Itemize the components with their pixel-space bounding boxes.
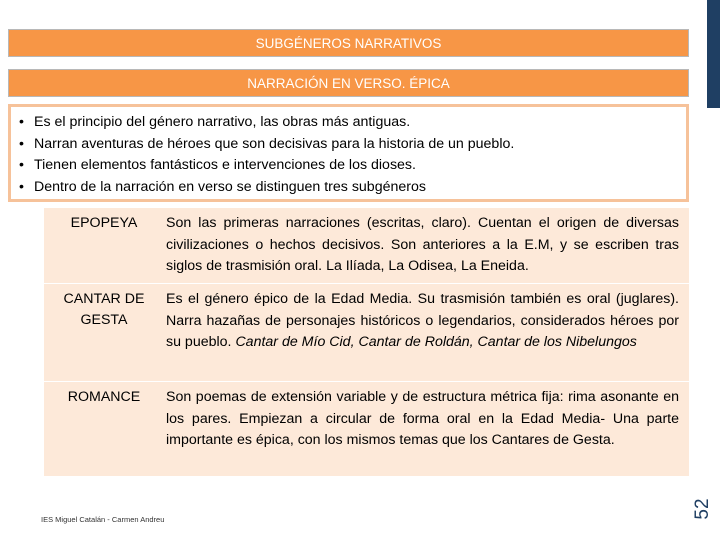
subgenre-name: EPOPEYA bbox=[70, 215, 138, 231]
bullet-dot-icon: • bbox=[19, 135, 24, 152]
section-title bbox=[8, 69, 689, 97]
table-row-cantar-de-gesta bbox=[44, 284, 689, 382]
footer-credit: IES Miguel Catalán - Carmen Andreu bbox=[41, 515, 165, 524]
table-row-epopeya bbox=[44, 208, 689, 284]
subgenre-description: Es el género épico de la Edad Media. Su trasmisión también es oral (juglares). Narra hazañas de personajes históricos o legendarios, considerados héroes por su pueblo. Cantar de Mío Cid, Cantar de Roldán, Cantar de los Nibelungos bbox=[166, 291, 679, 350]
subgenre-name: CANTAR DE GESTA bbox=[63, 291, 145, 328]
intro-bullet: • Narran aventuras de héroes que son decisivas para la historia de un pueblo. bbox=[19, 134, 676, 156]
section-title-text: NARRACIÓN EN VERSO. ÉPICA bbox=[247, 76, 450, 91]
bullet-dot-icon: • bbox=[19, 178, 24, 195]
bullet-dot-icon: • bbox=[19, 157, 24, 173]
intro-bullet-list bbox=[19, 112, 676, 198]
page-title bbox=[8, 29, 689, 57]
example-works: Cantar de Mío Cid, Cantar de Roldán, Cantar de los Nibelungos bbox=[235, 334, 637, 350]
page-title-text: SUBGÉNEROS NARRATIVOS bbox=[255, 36, 442, 51]
subgenre-description: Son poemas de extensión variable y de estructura métrica fija: rima asonante en los pares. Empiezan a circular de forma oral en la Edad Media- Una parte importante es épica, con los mismos temas que los Cantares de Gesta. bbox=[166, 389, 679, 448]
decorative-side-strip bbox=[707, 0, 720, 108]
intro-box bbox=[8, 104, 689, 202]
intro-bullet: • Es el principio del género narrativo, las obras más antiguas. bbox=[19, 112, 676, 134]
subgenre-name: ROMANCE bbox=[67, 389, 141, 405]
subgenre-description: Son las primeras narraciones (escritas, claro). Cuentan el origen de diversas civilizaciones o hechos decisivos. Son anteriores a la E.M, y se escriben tras siglos de trasmisión oral. La Ilíada, La Odisea, La Eneida. bbox=[166, 215, 679, 274]
intro-bullet: • Tienen elementos fantásticos e intervenciones de los dioses. bbox=[19, 155, 676, 177]
page-number: 52 bbox=[692, 498, 713, 520]
table-row-romance bbox=[44, 382, 689, 477]
subgenres-table bbox=[44, 208, 689, 477]
intro-bullet: • Dentro de la narración en verso se distinguen tres subgéneros bbox=[19, 177, 676, 199]
bullet-dot-icon: • bbox=[19, 114, 24, 130]
